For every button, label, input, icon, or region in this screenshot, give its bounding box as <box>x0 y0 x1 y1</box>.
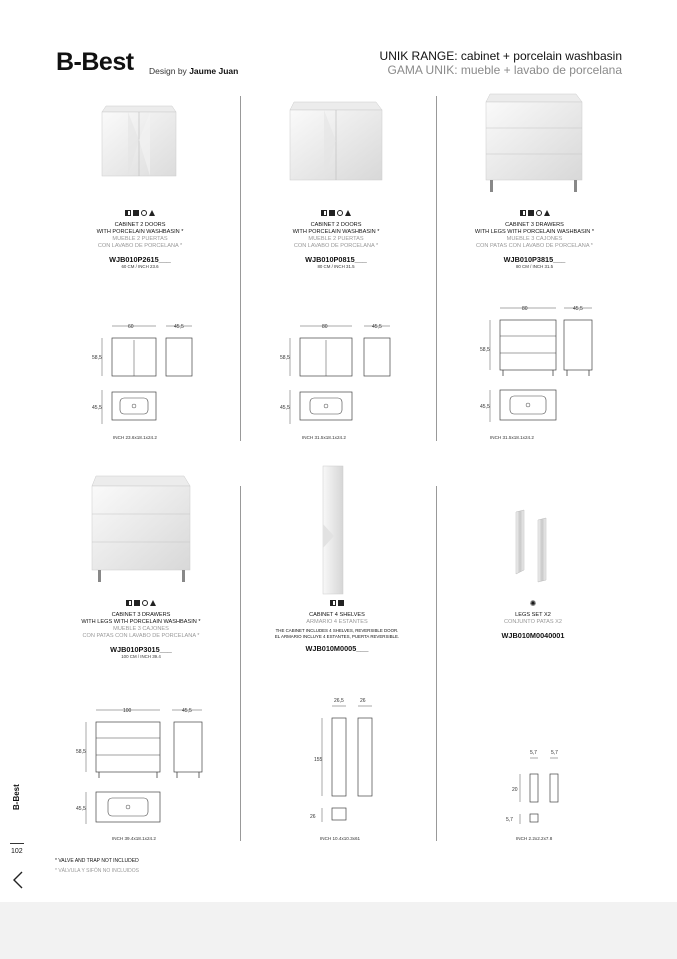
product-info-3 <box>462 210 607 269</box>
product-note-en: THE CABINET INCLUDES 4 SHELVES, REVERSIBLE DOOR. <box>275 628 399 633</box>
product-size: 60 CM / INCH 23.6 <box>121 264 159 269</box>
product-title-en: CABINET 2 DOORS <box>114 222 166 228</box>
dim-height: 20 <box>512 787 518 793</box>
product-title-en: LEGS SET X2 <box>515 612 551 618</box>
inch-dimensions: INCH 39.4x18.1x24.2 <box>112 836 156 841</box>
product-size: 80 CM / INCH 31.5 <box>317 264 355 269</box>
chevron-left-icon[interactable] <box>9 868 29 892</box>
product-info-5 <box>262 600 412 653</box>
column-divider <box>240 486 241 841</box>
dim-depth: 26 <box>360 698 366 704</box>
inch-dimensions: INCH 31.5x18.1x24.2 <box>490 435 534 440</box>
dim-height: 58,5 <box>280 355 290 361</box>
range-title-es: GAMA UNIK: mueble + lavabo de porcelana <box>387 63 622 77</box>
product-subtitle-es: CON PATAS CON LAVABO DE PORCELANA * <box>476 243 593 249</box>
inch-dimensions: INCH 23.6x18.1x24.2 <box>113 435 157 440</box>
column-divider <box>436 486 437 841</box>
product-title-es: MUEBLE 2 PUERTAS <box>308 236 364 242</box>
dim-height: 58,5 <box>76 749 86 755</box>
product-photo-cabinet-60 <box>98 100 180 180</box>
inch-dimensions: INCH 31.5x18.1x24.2 <box>302 435 346 440</box>
dim-width: 80 <box>522 306 528 312</box>
dim-basin-depth: 45,5 <box>280 405 290 411</box>
dim-width-a: 5,7 <box>530 750 537 756</box>
technical-drawing-4 <box>76 700 211 830</box>
divider <box>10 843 24 844</box>
finish-symbols-icon <box>262 600 412 607</box>
dim-width: 60 <box>128 324 134 330</box>
inch-dimensions: INCH 10.4x10.3x61 <box>320 836 361 841</box>
page-number: 102 <box>11 848 23 855</box>
side-brand-label: B-Best <box>12 784 21 810</box>
product-info-1 <box>70 210 210 269</box>
dim-depth: 45,5 <box>372 324 382 330</box>
product-title-en: CABINET 3 DRAWERS <box>505 222 564 228</box>
product-title-es: ARMARIO 4 ESTANTES <box>306 619 368 625</box>
dim-width: 26,5 <box>334 698 344 704</box>
product-title-es: MUEBLE 2 PUERTAS <box>112 236 168 242</box>
footnote-es: * VÁLVULA Y SIFÓN NO INCLUIDOS <box>55 868 139 874</box>
product-photo-drawers-80 <box>482 92 586 198</box>
product-subtitle-en: WITH PORCELAIN WASHBASIN * <box>292 229 380 235</box>
product-title-en: CABINET 2 DOORS <box>310 222 362 228</box>
dim-base: 26 <box>310 814 316 820</box>
product-title-es: MUEBLE 3 CAJONES <box>506 236 563 242</box>
dim-height: 58,5 <box>92 355 102 361</box>
dim-basin-depth: 45,5 <box>76 806 86 812</box>
technical-drawing-2 <box>280 316 400 426</box>
finish-symbols-icon <box>70 210 210 217</box>
product-code: WJB010P2615___ <box>109 255 171 264</box>
product-code: WJB010P0815___ <box>305 255 367 264</box>
range-title-en: UNIK RANGE: cabinet + porcelain washbasin <box>379 49 622 63</box>
product-title-en: CABINET 3 DRAWERS <box>111 612 171 618</box>
product-title-es: CONJUNTO PATAS X2 <box>503 619 563 625</box>
product-photo-legs <box>508 508 558 584</box>
dim-basin-depth: 45,5 <box>480 404 490 410</box>
product-title-es: MUEBLE 3 CAJONES <box>113 626 169 632</box>
dim-base: 5,7 <box>506 817 513 823</box>
technical-drawing-5 <box>310 694 390 826</box>
dim-depth: 45,5 <box>573 306 583 312</box>
technical-drawing-6 <box>500 746 570 828</box>
product-title-en: CABINET 4 SHELVES <box>309 612 365 618</box>
dim-height: 155 <box>314 757 323 763</box>
column-divider <box>240 96 241 441</box>
dim-height: 58,5 <box>480 347 490 353</box>
product-subtitle-es: CON LAVABO DE PORCELANA * <box>97 243 183 249</box>
product-code: WJB010P3815___ <box>503 255 566 264</box>
product-subtitle-en: WITH LEGS WITH PORCELAIN WASHBASIN * <box>81 619 201 625</box>
product-photo-tall-cabinet <box>320 464 346 596</box>
footnote-en: * VALVE AND TRAP NOT INCLUDED <box>55 858 139 864</box>
inch-dimensions: INCH 2.2x2.2x7.8 <box>516 836 553 841</box>
product-subtitle-es: CON PATAS CON LAVABO DE PORCELANA * <box>82 633 200 639</box>
dim-depth: 45,5 <box>182 708 192 714</box>
product-note-es: EL ARMARIO INCLUYE 4 ESTANTES, PUERTA REVERSIBLE. <box>274 633 400 639</box>
finish-symbols-icon <box>66 600 216 607</box>
finish-symbols-icon <box>462 210 607 217</box>
product-code: WJB010M0005___ <box>305 644 369 653</box>
product-photo-cabinet-80 <box>286 96 386 188</box>
product-subtitle-en: WITH LEGS WITH PORCELAIN WASHBASIN * <box>474 229 595 235</box>
product-info-6 <box>458 600 608 640</box>
dim-width-b: 5,7 <box>551 750 558 756</box>
product-photo-drawers-100 <box>88 474 194 586</box>
dim-basin-depth: 45,5 <box>92 405 102 411</box>
product-code: WJB010P3015___ <box>110 645 172 654</box>
technical-drawing-1 <box>90 316 205 426</box>
dim-width: 100 <box>123 708 132 714</box>
product-size: 100 CM / INCH 39.4 <box>121 654 161 659</box>
product-info-4 <box>66 600 216 659</box>
product-subtitle-es: CON LAVABO DE PORCELANA * <box>293 243 379 249</box>
sun-icon: ✺ <box>529 599 537 608</box>
finish-symbols-icon <box>266 210 406 217</box>
product-size: 80 CM / INCH 31.5 <box>515 264 554 269</box>
brand-title: B-Best <box>56 48 134 76</box>
design-credit: Design by Jaume Juan <box>149 66 239 76</box>
product-code: WJB010M0040001 <box>501 631 565 640</box>
dim-depth: 45,5 <box>174 324 184 330</box>
column-divider <box>436 96 437 441</box>
technical-drawing-3 <box>478 300 603 426</box>
product-subtitle-en: WITH PORCELAIN WASHBASIN * <box>96 229 184 235</box>
product-info-2 <box>266 210 406 269</box>
dim-width: 80 <box>322 324 328 330</box>
